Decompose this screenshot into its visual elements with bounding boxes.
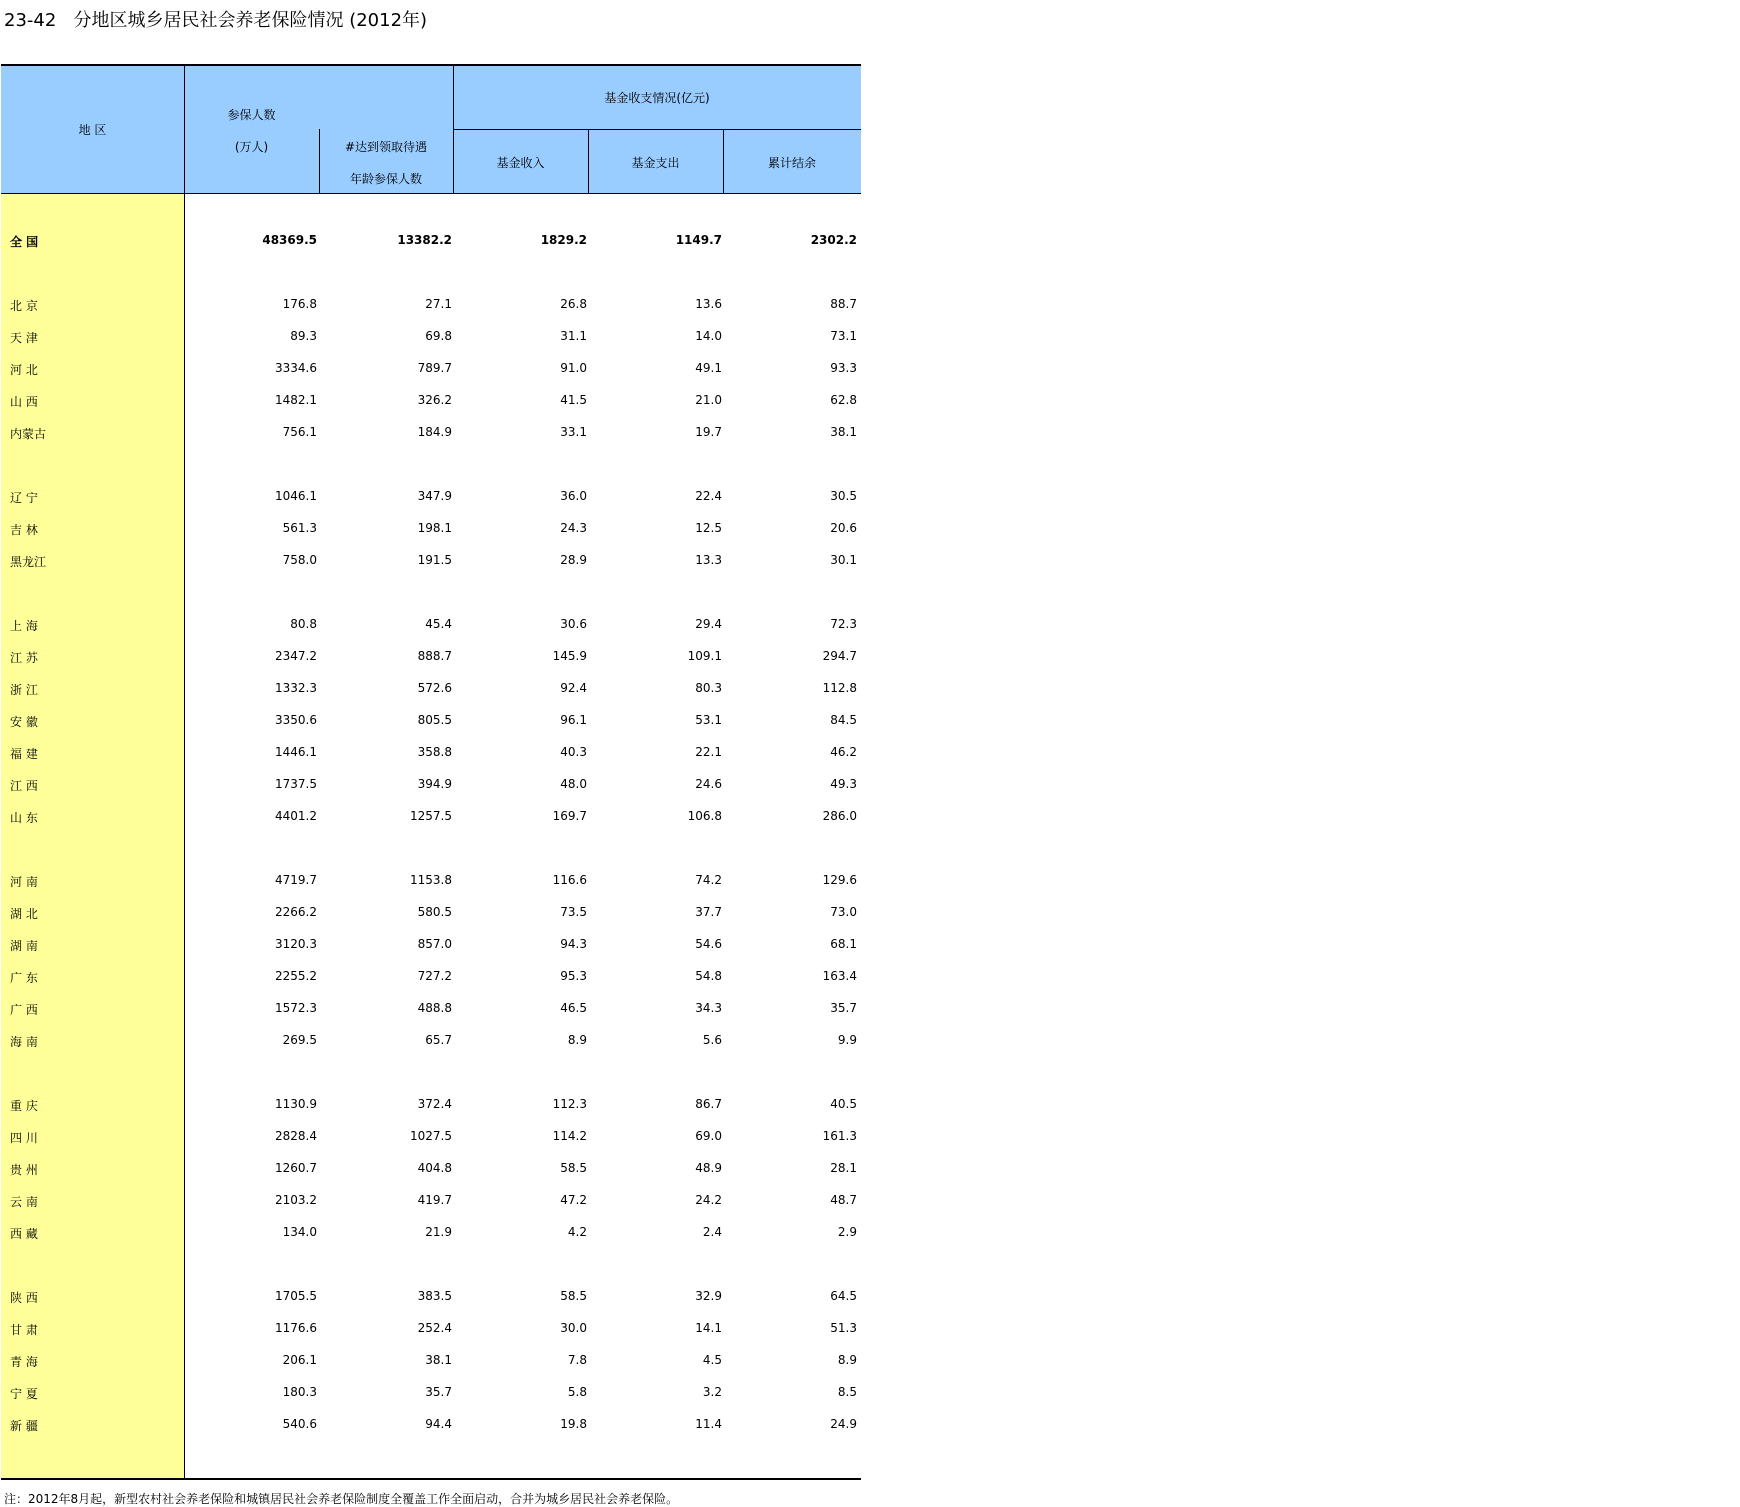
region-name: 湖 南 bbox=[10, 939, 38, 953]
region-name: 海 南 bbox=[10, 1035, 38, 1049]
cell-expense: 74.2 bbox=[695, 873, 722, 887]
cell-insured: 3120.3 bbox=[275, 937, 317, 951]
region-name: 陕 西 bbox=[10, 1291, 38, 1305]
cell-insured: 4401.2 bbox=[275, 809, 317, 823]
table-row bbox=[1, 961, 861, 993]
cell-expense: 24.2 bbox=[695, 1193, 722, 1207]
region-name: 江 苏 bbox=[10, 651, 38, 665]
cell-eligible: 38.1 bbox=[425, 1353, 452, 1367]
cell-balance: 84.5 bbox=[830, 713, 857, 727]
cell-income: 7.8 bbox=[567, 1353, 587, 1367]
region-name: 江 西 bbox=[10, 779, 38, 793]
cell-expense: 24.6 bbox=[695, 777, 722, 791]
cell-balance: 48.7 bbox=[830, 1193, 857, 1207]
cell-insured: 269.5 bbox=[282, 1033, 317, 1047]
cell-balance: 30.5 bbox=[830, 489, 857, 503]
footnote: 注：2012年8月起，新型农村社会养老保险和城镇居民社会养老保险制度全覆盖工作全面启动，合并为城乡居民社会养老保险。 bbox=[4, 1492, 679, 1506]
cell-eligible: 404.8 bbox=[417, 1161, 452, 1175]
cell-eligible: 347.9 bbox=[417, 489, 452, 503]
cell-balance: 163.4 bbox=[822, 969, 857, 983]
cell-expense: 3.2 bbox=[702, 1385, 722, 1399]
cell-expense: 34.3 bbox=[695, 1001, 722, 1015]
cell-income: 30.0 bbox=[560, 1321, 587, 1335]
table-row bbox=[1, 929, 861, 961]
cell-expense: 54.8 bbox=[695, 969, 722, 983]
cell-balance: 112.8 bbox=[822, 681, 857, 695]
header-insured: 参保人数 bbox=[227, 108, 276, 122]
cell-expense: 69.0 bbox=[695, 1129, 722, 1143]
cell-expense: 12.5 bbox=[695, 521, 722, 535]
table-row bbox=[1, 513, 861, 545]
table-row bbox=[1, 385, 861, 417]
cell-income: 40.3 bbox=[560, 745, 587, 759]
cell-income: 91.0 bbox=[560, 361, 587, 375]
header-divider bbox=[453, 66, 454, 194]
cell-eligible: 94.4 bbox=[425, 1417, 452, 1431]
cell-balance: 20.6 bbox=[830, 521, 857, 535]
region-name: 宁 夏 bbox=[10, 1387, 38, 1401]
cell-expense: 5.6 bbox=[702, 1033, 722, 1047]
cell-expense: 32.9 bbox=[695, 1289, 722, 1303]
header-eligible-line2: 年龄参保人数 bbox=[349, 172, 422, 186]
cell-expense: 11.4 bbox=[695, 1417, 722, 1431]
cell-insured: 89.3 bbox=[290, 329, 317, 343]
page-title: 23-42 分地区城乡居民社会养老保险情况 (2012年) bbox=[4, 10, 428, 31]
cell-eligible: 580.5 bbox=[417, 905, 452, 919]
cell-income: 145.9 bbox=[552, 649, 587, 663]
table-row bbox=[1, 1345, 861, 1377]
cell-expense: 19.7 bbox=[695, 425, 722, 439]
region-name: 新 疆 bbox=[10, 1419, 38, 1433]
cell-income: 114.2 bbox=[552, 1129, 587, 1143]
cell-insured: 80.8 bbox=[290, 617, 317, 631]
cell-income: 112.3 bbox=[552, 1097, 587, 1111]
region-name: 辽 宁 bbox=[10, 491, 38, 505]
table-row bbox=[1, 705, 861, 737]
cell-balance: 64.5 bbox=[830, 1289, 857, 1303]
cell-expense: 14.1 bbox=[695, 1321, 722, 1335]
table-row bbox=[1, 865, 861, 897]
cell-income: 8.9 bbox=[567, 1033, 587, 1047]
region-name: 上 海 bbox=[10, 619, 38, 633]
table-row bbox=[1, 417, 861, 449]
cell-insured: 2828.4 bbox=[275, 1129, 317, 1143]
cell-eligible: 1153.8 bbox=[410, 873, 452, 887]
cell-income: 31.1 bbox=[560, 329, 587, 343]
cell-income: 58.5 bbox=[560, 1289, 587, 1303]
cell-insured: 1572.3 bbox=[275, 1001, 317, 1015]
cell-insured: 3334.6 bbox=[275, 361, 317, 375]
cell-eligible: 419.7 bbox=[417, 1193, 452, 1207]
cell-expense: 4.5 bbox=[702, 1353, 722, 1367]
cell-eligible: 21.9 bbox=[425, 1225, 452, 1239]
cell-expense: 53.1 bbox=[695, 713, 722, 727]
table-row bbox=[1, 1409, 861, 1441]
region-name: 重 庆 bbox=[10, 1099, 38, 1113]
cell-eligible: 326.2 bbox=[417, 393, 452, 407]
header-eligible: #达到领取待遇 bbox=[344, 140, 428, 154]
table-row bbox=[1, 481, 861, 513]
table-row bbox=[1, 1281, 861, 1313]
header-fund-income: 基金收入 bbox=[496, 156, 545, 170]
region-name: 广 西 bbox=[10, 1003, 38, 1017]
cell-eligible: 1257.5 bbox=[410, 809, 452, 823]
cell-income: 19.8 bbox=[560, 1417, 587, 1431]
cell-balance: 9.9 bbox=[837, 1033, 857, 1047]
cell-expense: 49.1 bbox=[695, 361, 722, 375]
cell-expense: 80.3 bbox=[695, 681, 722, 695]
table-row bbox=[1, 993, 861, 1025]
table-row bbox=[1, 1185, 861, 1217]
table-row bbox=[1, 545, 861, 577]
cell-insured: 1332.3 bbox=[275, 681, 317, 695]
cell-balance: 38.1 bbox=[830, 425, 857, 439]
cell-balance: 62.8 bbox=[830, 393, 857, 407]
cell-balance: 68.1 bbox=[830, 937, 857, 951]
cell-income: 26.8 bbox=[560, 297, 587, 311]
cell-income: 24.3 bbox=[560, 521, 587, 535]
cell-income: 96.1 bbox=[560, 713, 587, 727]
cell-income: 95.3 bbox=[560, 969, 587, 983]
cell-eligible: 198.1 bbox=[417, 521, 452, 535]
cell-eligible: 1027.5 bbox=[410, 1129, 452, 1143]
table-bottom-rule bbox=[1, 1478, 861, 1480]
cell-expense: 106.8 bbox=[687, 809, 722, 823]
cell-balance: 2.9 bbox=[837, 1225, 857, 1239]
cell-income: 30.6 bbox=[560, 617, 587, 631]
table-row bbox=[1, 897, 861, 929]
header-divider bbox=[184, 66, 185, 194]
cell-eligible: 372.4 bbox=[417, 1097, 452, 1111]
table-row bbox=[1, 801, 861, 833]
region-name: 黑龙江 bbox=[10, 555, 47, 569]
region-name: 全 国 bbox=[10, 235, 39, 249]
cell-insured: 1130.9 bbox=[275, 1097, 317, 1111]
cell-expense: 109.1 bbox=[687, 649, 722, 663]
cell-income: 169.7 bbox=[552, 809, 587, 823]
cell-insured: 758.0 bbox=[282, 553, 317, 567]
cell-insured: 206.1 bbox=[282, 1353, 317, 1367]
region-name: 吉 林 bbox=[10, 523, 38, 537]
table-row bbox=[1, 609, 861, 641]
cell-expense: 54.6 bbox=[695, 937, 722, 951]
cell-eligible: 857.0 bbox=[417, 937, 452, 951]
cell-eligible: 35.7 bbox=[425, 1385, 452, 1399]
cell-expense: 1149.7 bbox=[675, 233, 722, 247]
cell-expense: 48.9 bbox=[695, 1161, 722, 1175]
cell-eligible: 65.7 bbox=[425, 1033, 452, 1047]
region-name: 浙 江 bbox=[10, 683, 38, 697]
cell-income: 116.6 bbox=[552, 873, 587, 887]
cell-insured: 134.0 bbox=[282, 1225, 317, 1239]
cell-eligible: 888.7 bbox=[417, 649, 452, 663]
cell-balance: 129.6 bbox=[822, 873, 857, 887]
region-name: 四 川 bbox=[10, 1131, 38, 1145]
cell-income: 41.5 bbox=[560, 393, 587, 407]
region-name: 湖 北 bbox=[10, 907, 38, 921]
cell-insured: 48369.5 bbox=[262, 233, 317, 247]
cell-insured: 2266.2 bbox=[275, 905, 317, 919]
table-row bbox=[1, 1217, 861, 1249]
cell-insured: 4719.7 bbox=[275, 873, 317, 887]
cell-insured: 1176.6 bbox=[275, 1321, 317, 1335]
cell-expense: 22.4 bbox=[695, 489, 722, 503]
cell-balance: 93.3 bbox=[830, 361, 857, 375]
region-name: 贵 州 bbox=[10, 1163, 38, 1177]
header-fund-balance: 累计结余 bbox=[767, 156, 816, 170]
cell-insured: 540.6 bbox=[282, 1417, 317, 1431]
region-name: 西 藏 bbox=[10, 1227, 38, 1241]
cell-insured: 756.1 bbox=[282, 425, 317, 439]
table-row bbox=[1, 321, 861, 353]
cell-balance: 2302.2 bbox=[810, 233, 857, 247]
region-name: 河 南 bbox=[10, 875, 38, 889]
cell-income: 5.8 bbox=[567, 1385, 587, 1399]
region-name: 甘 肃 bbox=[10, 1323, 38, 1337]
cell-expense: 14.0 bbox=[695, 329, 722, 343]
cell-balance: 51.3 bbox=[830, 1321, 857, 1335]
cell-insured: 561.3 bbox=[282, 521, 317, 535]
cell-eligible: 572.6 bbox=[417, 681, 452, 695]
table-row bbox=[1, 1025, 861, 1057]
cell-insured: 1446.1 bbox=[275, 745, 317, 759]
cell-expense: 13.3 bbox=[695, 553, 722, 567]
cell-balance: 40.5 bbox=[830, 1097, 857, 1111]
cell-eligible: 383.5 bbox=[417, 1289, 452, 1303]
cell-income: 58.5 bbox=[560, 1161, 587, 1175]
cell-expense: 13.6 bbox=[695, 297, 722, 311]
table-row bbox=[1, 1121, 861, 1153]
region-name: 北 京 bbox=[10, 299, 38, 313]
cell-income: 47.2 bbox=[560, 1193, 587, 1207]
cell-eligible: 27.1 bbox=[425, 297, 452, 311]
table-row bbox=[1, 353, 861, 385]
header-insured-unit: (万人) bbox=[234, 140, 269, 154]
cell-eligible: 252.4 bbox=[417, 1321, 452, 1335]
cell-eligible: 394.9 bbox=[417, 777, 452, 791]
region-name: 内蒙古 bbox=[10, 427, 47, 441]
cell-income: 94.3 bbox=[560, 937, 587, 951]
cell-eligible: 488.8 bbox=[417, 1001, 452, 1015]
cell-insured: 180.3 bbox=[282, 1385, 317, 1399]
region-name: 山 西 bbox=[10, 395, 38, 409]
cell-balance: 35.7 bbox=[830, 1001, 857, 1015]
table-row bbox=[1, 737, 861, 769]
cell-expense: 29.4 bbox=[695, 617, 722, 631]
region-name: 云 南 bbox=[10, 1195, 38, 1209]
cell-eligible: 727.2 bbox=[417, 969, 452, 983]
cell-balance: 294.7 bbox=[822, 649, 857, 663]
cell-balance: 49.3 bbox=[830, 777, 857, 791]
region-name: 青 海 bbox=[10, 1355, 38, 1369]
cell-balance: 46.2 bbox=[830, 745, 857, 759]
cell-eligible: 13382.2 bbox=[397, 233, 452, 247]
cell-balance: 8.9 bbox=[837, 1353, 857, 1367]
cell-balance: 73.1 bbox=[830, 329, 857, 343]
cell-balance: 72.3 bbox=[830, 617, 857, 631]
cell-insured: 2255.2 bbox=[275, 969, 317, 983]
cell-insured: 3350.6 bbox=[275, 713, 317, 727]
cell-balance: 286.0 bbox=[822, 809, 857, 823]
cell-eligible: 184.9 bbox=[417, 425, 452, 439]
cell-income: 1829.2 bbox=[540, 233, 587, 247]
header-divider bbox=[453, 129, 861, 130]
region-name: 河 北 bbox=[10, 363, 38, 377]
cell-eligible: 191.5 bbox=[417, 553, 452, 567]
cell-income: 28.9 bbox=[560, 553, 587, 567]
cell-balance: 24.9 bbox=[830, 1417, 857, 1431]
cell-income: 92.4 bbox=[560, 681, 587, 695]
cell-balance: 30.1 bbox=[830, 553, 857, 567]
cell-eligible: 69.8 bbox=[425, 329, 452, 343]
cell-eligible: 805.5 bbox=[417, 713, 452, 727]
table-row bbox=[1, 769, 861, 801]
cell-insured: 2347.2 bbox=[275, 649, 317, 663]
cell-expense: 2.4 bbox=[702, 1225, 722, 1239]
table-row bbox=[1, 641, 861, 673]
cell-expense: 86.7 bbox=[695, 1097, 722, 1111]
table-row bbox=[1, 673, 861, 705]
cell-income: 4.2 bbox=[567, 1225, 587, 1239]
cell-income: 46.5 bbox=[560, 1001, 587, 1015]
cell-eligible: 45.4 bbox=[425, 617, 452, 631]
cell-eligible: 358.8 bbox=[417, 745, 452, 759]
region-name: 山 东 bbox=[10, 811, 38, 825]
table-row bbox=[1, 1313, 861, 1345]
table-row bbox=[1, 225, 861, 257]
cell-insured: 1705.5 bbox=[275, 1289, 317, 1303]
header-region: 地 区 bbox=[78, 123, 107, 137]
cell-insured: 176.8 bbox=[282, 297, 317, 311]
cell-expense: 21.0 bbox=[695, 393, 722, 407]
cell-income: 48.0 bbox=[560, 777, 587, 791]
cell-balance: 73.0 bbox=[830, 905, 857, 919]
cell-eligible: 789.7 bbox=[417, 361, 452, 375]
region-name: 安 徽 bbox=[10, 715, 38, 729]
cell-expense: 37.7 bbox=[695, 905, 722, 919]
cell-insured: 1737.5 bbox=[275, 777, 317, 791]
header-fund-expense: 基金支出 bbox=[631, 156, 680, 170]
cell-balance: 88.7 bbox=[830, 297, 857, 311]
table-row bbox=[1, 1153, 861, 1185]
header-fund-group: 基金收支情况(亿元) bbox=[604, 91, 710, 105]
table-row bbox=[1, 1377, 861, 1409]
region-name: 福 建 bbox=[10, 747, 38, 761]
region-name: 广 东 bbox=[10, 971, 38, 985]
cell-income: 73.5 bbox=[560, 905, 587, 919]
cell-insured: 1046.1 bbox=[275, 489, 317, 503]
cell-balance: 161.3 bbox=[822, 1129, 857, 1143]
cell-insured: 2103.2 bbox=[275, 1193, 317, 1207]
region-name: 天 津 bbox=[10, 331, 38, 345]
cell-balance: 28.1 bbox=[830, 1161, 857, 1175]
cell-insured: 1482.1 bbox=[275, 393, 317, 407]
table-row bbox=[1, 289, 861, 321]
cell-expense: 22.1 bbox=[695, 745, 722, 759]
table-row bbox=[1, 1089, 861, 1121]
cell-balance: 8.5 bbox=[837, 1385, 857, 1399]
cell-income: 36.0 bbox=[560, 489, 587, 503]
cell-income: 33.1 bbox=[560, 425, 587, 439]
cell-insured: 1260.7 bbox=[275, 1161, 317, 1175]
